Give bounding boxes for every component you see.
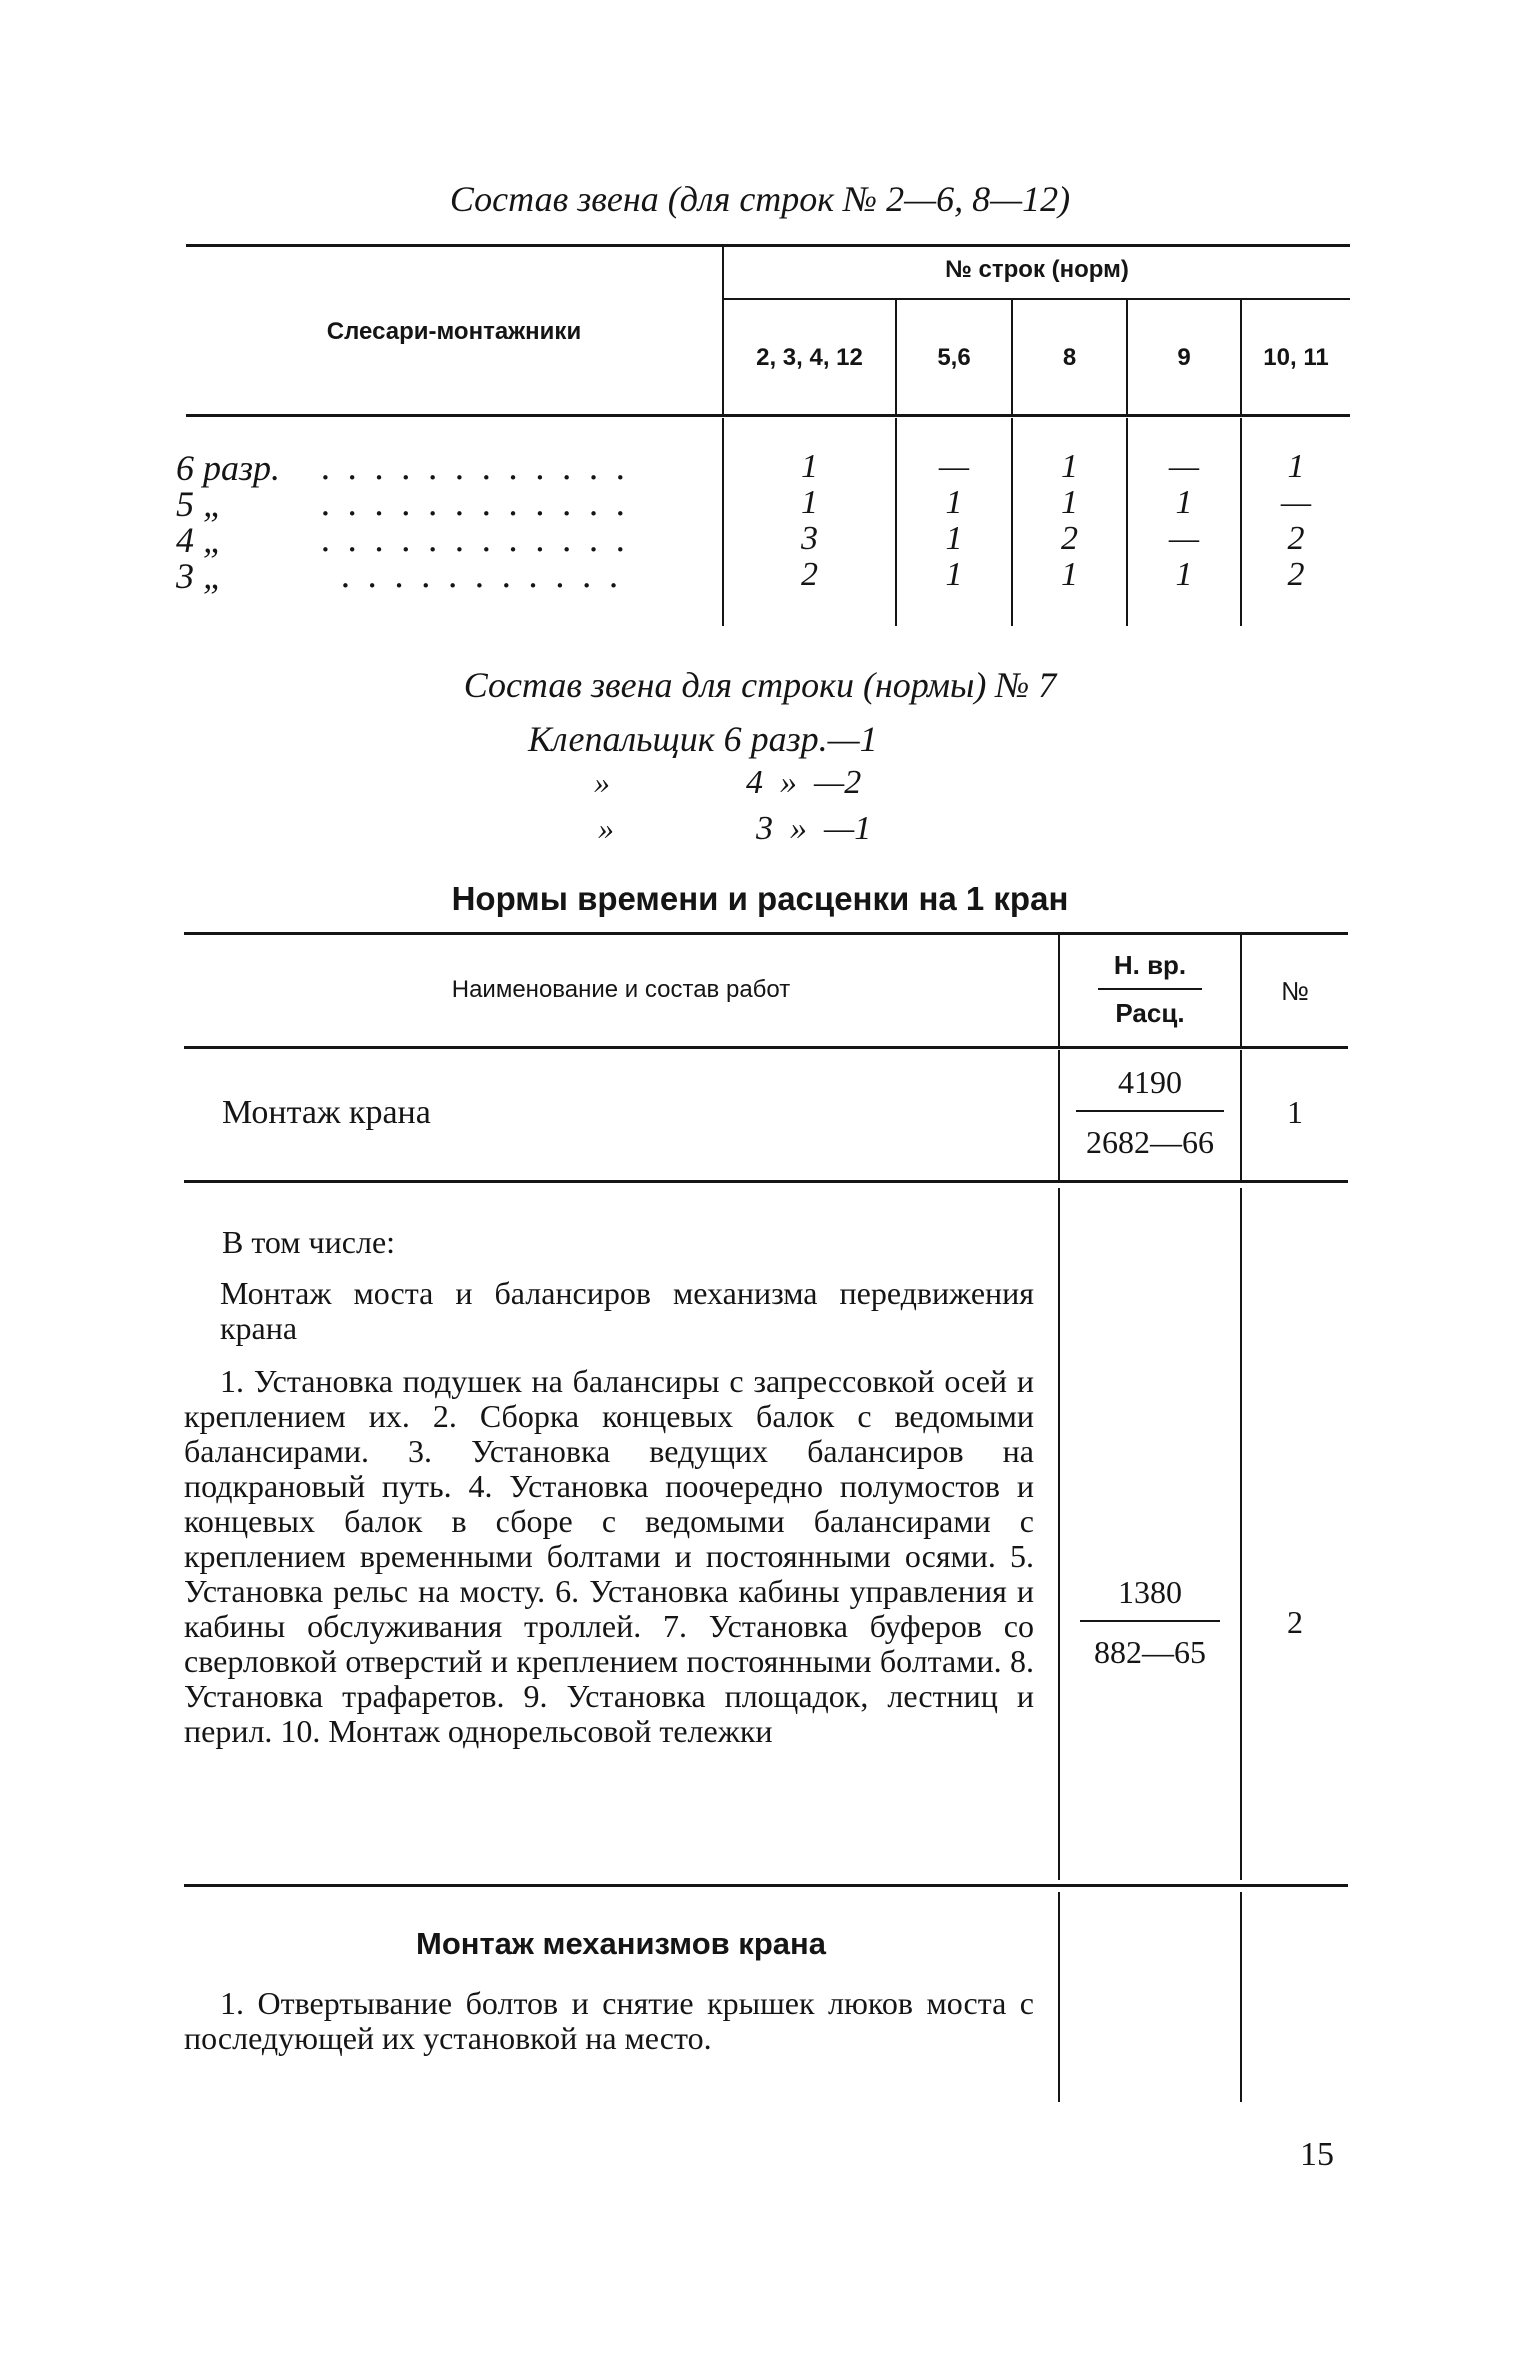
brigade-group-header: № строк (норм) (945, 256, 1129, 283)
brigade-cell: 1 (1061, 448, 1078, 485)
brigade-cell: 1 (945, 484, 963, 521)
brigade7-line: 4 » —2 (746, 764, 862, 801)
brigade-cell: 2 (1061, 520, 1078, 557)
brigade-cell: 1 (801, 448, 818, 485)
brigade-cell: 2 (1287, 556, 1305, 593)
brigade-cell: 1 (1287, 448, 1305, 485)
brigade-cell: — (1168, 520, 1200, 557)
row2-rate: 882—65 (1094, 1634, 1206, 1670)
header-work-name: Наименование и состав работ (451, 976, 791, 1003)
brigade-row-label: 5 „ (176, 484, 224, 524)
row1-rate: 2682—66 (1086, 1124, 1214, 1160)
brigade-cell: 1 (801, 484, 818, 521)
brigade-cell: 1 (1061, 556, 1078, 593)
brigade-cell: 1 (1175, 484, 1193, 521)
row2-number: 2 (1287, 1604, 1303, 1640)
brigade-row-header: Слесари-монтажники (326, 318, 582, 345)
brigade-cell: 1 (1175, 556, 1193, 593)
brigade7-ditto-mark: » (594, 764, 610, 800)
dot-leader: ............ (320, 484, 642, 524)
brigade-cell: — (938, 448, 970, 485)
brigade-col-header: 10, 11 (1263, 344, 1329, 371)
brigade-cell: 3 (801, 520, 818, 557)
row1-work-name: Монтаж крана (222, 1094, 431, 1131)
row2-time-norm: 1380 (1118, 1574, 1182, 1610)
brigade-col-header: 9 (1177, 344, 1191, 371)
row1-number: 1 (1287, 1094, 1303, 1130)
row3-operations: 1. Отвертывание болтов и снятие крышек люков моста с последующей их установкой на место. (184, 1985, 1034, 2056)
header-time-norm: Н. вр. (1113, 950, 1187, 980)
row2-operations: 1. Установка подушек на балансиры с запрессовкой осей и креплением их. 2. Сборка концевых балок с ведомыми балансирами. 3. Установка ведущих балансиров на подкрановый путь. 4. Установка поочередно полумостов и концевых балок в сборе с ведомыми балансирами с креплением временными болтами и постоянными осями. 5. Установка рельс на мосту. 6. Установка кабины управления и кабины обслуживания троллей. 7. Установка буферов со сверловкой отверстий и креплением постоянными болтами. 8. Установка трафаретов. 9. Установка площадок, лестниц и перил. 10. Монтаж однорельсовой тележки (184, 1363, 1034, 1749)
brigade7-ditto-mark: » (598, 810, 614, 846)
brigade-cell: 1 (945, 556, 963, 593)
brigade-cell: — (1168, 448, 1200, 485)
dot-leader: ............ (320, 520, 642, 560)
header-number: № (1281, 976, 1309, 1006)
page-number: 15 (1300, 2136, 1334, 2173)
brigade7-caption: Состав звена для строки (нормы) № 7 (463, 665, 1057, 705)
row1-time-norm: 4190 (1118, 1064, 1182, 1100)
brigade-table-caption: Состав звена (для строк № 2—6, 8—12) (449, 179, 1071, 219)
brigade-cell: 1 (1061, 484, 1078, 521)
dot-leader: ........... (340, 556, 635, 596)
brigade-row-label: 4 „ (176, 520, 224, 560)
brigade-row-label: 3 „ (176, 556, 224, 596)
brigade7-line: Клепальщик 6 разр.—1 (528, 719, 878, 759)
header-rate: Расц. (1115, 998, 1185, 1028)
brigade-cell: 2 (801, 556, 818, 593)
brigade7-line: 3 » —1 (756, 810, 872, 847)
row2-intro: В том числе: (222, 1224, 396, 1260)
brigade-cell: 1 (945, 520, 963, 557)
brigade-cell: 2 (1287, 520, 1305, 557)
norms-title: Нормы времени и расценки на 1 кран (451, 880, 1069, 917)
brigade-cell: — (1280, 484, 1312, 521)
brigade-col-header: 8 (1062, 344, 1077, 371)
brigade-col-header: 2, 3, 4, 12 (756, 344, 863, 371)
brigade-col-header: 5,6 (937, 344, 971, 371)
row3-heading: Монтаж механизмов крана (416, 1926, 826, 1961)
brigade-row-label: 6 разр. (176, 448, 281, 488)
dot-leader: ............ (320, 448, 642, 488)
row2-subtitle: Монтаж моста и балансиров механизма передвижения крана (220, 1275, 1034, 1346)
